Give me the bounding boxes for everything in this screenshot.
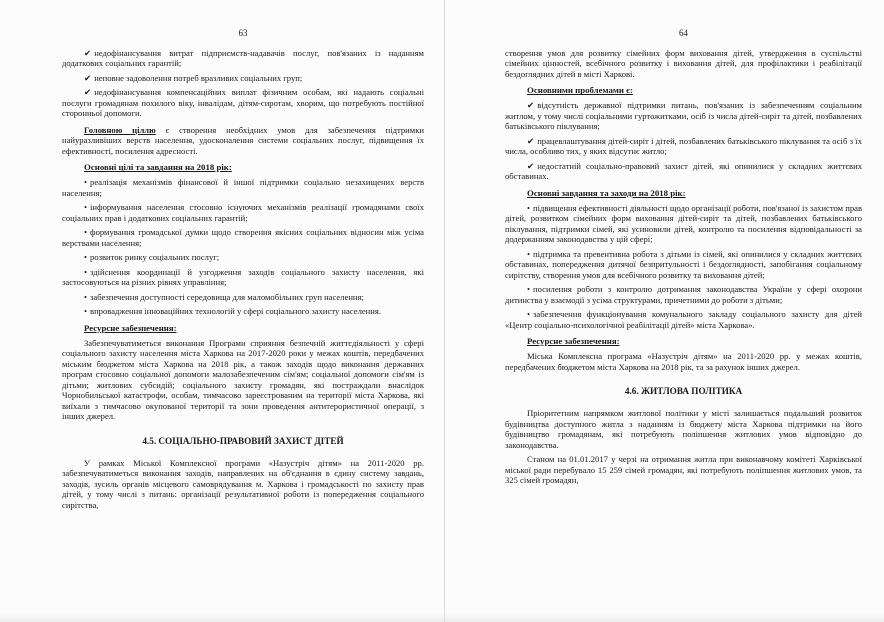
list-item: ✔ працевлаштування дітей-сиріт і дітей, позбавлених батьківського піклування та осіб з їх числа, особливо тих, у яких відсутнє житло; [505, 135, 862, 157]
check-icon: ✔ [527, 160, 535, 171]
bullet-icon: • [84, 227, 88, 238]
page-shadow [0, 612, 444, 622]
tasks-heading: Основні цілі та завдання на 2018 рік: [84, 162, 232, 173]
list-item: • підтримка та превентивна робота з дітьми із сімей, які опинилися у складних життєвих обставинах, попередження дитячої безпритульності і бездоглядності, запобігання соціальному сирітству, створення умов для всебічного розвитку та виховання дітей; [505, 248, 862, 280]
bullet-icon: • [84, 202, 88, 213]
main-goal: Головною ціллю є створення необхідних умов для забезпечення підтримки найуразливіших верств населення, удосконалення системи соціальних послуг, підвищення їх ефективності, посилення адресності. [62, 124, 424, 156]
resources-text: Міська Комплексна програма «Назустріч дітям» на 2011-2020 рр. у межах коштів, передбачених бюджетом міста Харкова на 2018 рік, та за рахунок інших джерел. [505, 351, 862, 372]
shortcomings-list [62, 48, 424, 119]
section-title: 4.6. ЖИТЛОВА ПОЛІТИКА [624, 386, 743, 397]
check-icon: ✔ [84, 72, 92, 83]
list-item: ✔ неповне задоволення потреб вразливих соціальних груп; [84, 72, 303, 83]
check-icon: ✔ [527, 100, 535, 111]
section-title: 4.5. СОЦІАЛЬНО-ПРАВОВИЙ ЗАХИСТ ДІТЕЙ [142, 435, 344, 446]
list-item: ✔ недофінансування компенсаційних виплат фізичним особам, які надають соціальні послуги громадянам похилого віку, інвалідам, дітям-сиротам, хворим, що потребують постійної сторонньої допомоги. [62, 87, 424, 119]
list-item: • забезпечення доступності середовища для маломобільних груп населення; [84, 291, 364, 302]
page-64 [444, 0, 884, 622]
check-icon: ✔ [84, 48, 92, 58]
tasks-list [62, 177, 424, 316]
problems-heading: Основними проблемами є: [527, 85, 633, 96]
check-icon: ✔ [84, 87, 92, 98]
list-item: • формування громадської думки щодо створення якісних соціальних відносин між усіма верствами населення; [62, 227, 424, 248]
intro-text: створення умов для розвитку сімейних форм виховання дітей, утвердження в суспільстві сімейних цінностей, всебічного розвитку і виховання дітей, для профілактики і реабілітації бездоглядних дітей в місті Харкові. [505, 48, 862, 79]
section-text: У рамках Міської Комплексної програми «Назустріч дітям» на 2011-2020 рр. забезпечуватиметься виконання заходів, направлених на об'єднання в єдину систему завдань, заходів, зусиль органів місцевого самоврядування м. Харкова і громадськості по захисту прав дітей, у тому числі з питань: організації результативної роботи із попередження соціального сирітства, [62, 457, 424, 510]
list-item: • впровадження інноваційних технологій у сфері соціального захисту населення. [84, 306, 381, 317]
list-item: • інформування населення стосовно існуючих механізмів реалізації громадянами своїх соціальних прав і додаткових соціальних гарантій; [62, 202, 424, 223]
list-item: ✔ недостатній соціально-правовий захист дітей, які опинилися у складних життєвих обставинах. [505, 160, 862, 182]
resources-heading: Ресурсне забезпечення: [527, 336, 620, 347]
list-item: • здійснення координації й узгодження заходів соціального захисту населення, які застосовуються на різних рівнях управління; [62, 266, 424, 288]
bullet-icon: • [84, 266, 88, 277]
bullet-icon: • [84, 252, 88, 263]
bullet-icon: • [84, 306, 88, 317]
bullet-icon: • [527, 309, 531, 320]
tasks-list [505, 203, 862, 330]
page-number: 63 [238, 28, 248, 38]
section-text: Пріоритетним напрямком житлової політики у місті залишається подальший розвиток будівництва доступного житла з наданням із бюджету міста Харкова підтримки на його будівництво громадянам, які потребують поліпшення житлових умов відповідно до законодавства. [505, 408, 862, 450]
section-text: Станом на 01.01.2017 у черзі на отримання житла при виконавчому комітеті Харківської міської ради перебувало 15 259 сімей громадян, які потребують поліпшення житлових умов, та 325 сімей громадян, [505, 454, 862, 486]
bullet-icon: • [527, 284, 531, 295]
list-item: • посилення роботи з контролю дотримання законодавства України у сфері охорони дитинства у взаємодії з усіма структурами, причетними до роботи з дітьми; [505, 284, 862, 305]
check-icon: ✔ [527, 135, 535, 146]
bullet-icon: • [84, 177, 88, 188]
bullet-icon: • [527, 248, 531, 259]
list-item: • підвищення ефективності діяльності щодо організації роботи, пов'язаної із захистом прав дітей, розвитком сімейних форм виховання дітей-сиріт та дітей, позбавлених батьківського піклування, підтримки сімей, які усиновили дітей, контролю та посилення відповідальності за додержанням законодавства у цій сфері; [505, 202, 862, 245]
list-item: • забезпечення функціонування комунального закладу соціального захисту для дітей «Центр соціально-психологічної реабілітації дітей» міста Харкова». [505, 309, 862, 330]
list-item: • реалізація механізмів фінансової й іншої підтримки соціально незахищених верств населення; [62, 177, 424, 198]
bullet-icon: • [84, 291, 88, 302]
problems-list [505, 100, 862, 181]
list-item: ✔ недофінансування витрат підприємств-надавачів послуг, пов'язаних із наданням додаткових соціальних гарантій; [62, 48, 424, 69]
resources-heading: Ресурсне забезпечення: [84, 322, 177, 333]
list-item: • розвиток ринку соціальних послуг; [84, 252, 220, 263]
resources-text: Забезпечуватиметься виконання Програми сприяння безпечній життєдіяльності у сфері соціального захисту населення міста Харкова на 2017-2020 роки у межах коштів, передбачених міським бюджетом міста Харкова на 2018 рік, а також заходів щодо виконання державних програм стосовно соціальної допомоги малозабезпеченим сім'ям; соціальної допомоги сім'ям із дітьми; житлових субсидій; соціального захисту громадян, які постраждали внаслідок Чорнобильської катастрофи, особам, тимчасово зареєстрованим на території міста Харкова, які виїхали з тимчасово окупованої території та зони проведення антитерористичної операції, з інших джерел. [62, 337, 424, 422]
list-item: ✔ відсутність державної підтримки питань, пов'язаних із забезпеченням соціальним житлом, у тому числі соціальними гуртожитками, осіб із числа дітей-сиріт та дітей, позбавлених батьківського піклування; [505, 100, 862, 132]
tasks-heading: Основні завдання та заходи на 2018 рік: [527, 187, 686, 198]
page-number: 64 [679, 28, 688, 38]
bullet-icon: • [527, 202, 531, 213]
page-shadow [445, 612, 884, 622]
